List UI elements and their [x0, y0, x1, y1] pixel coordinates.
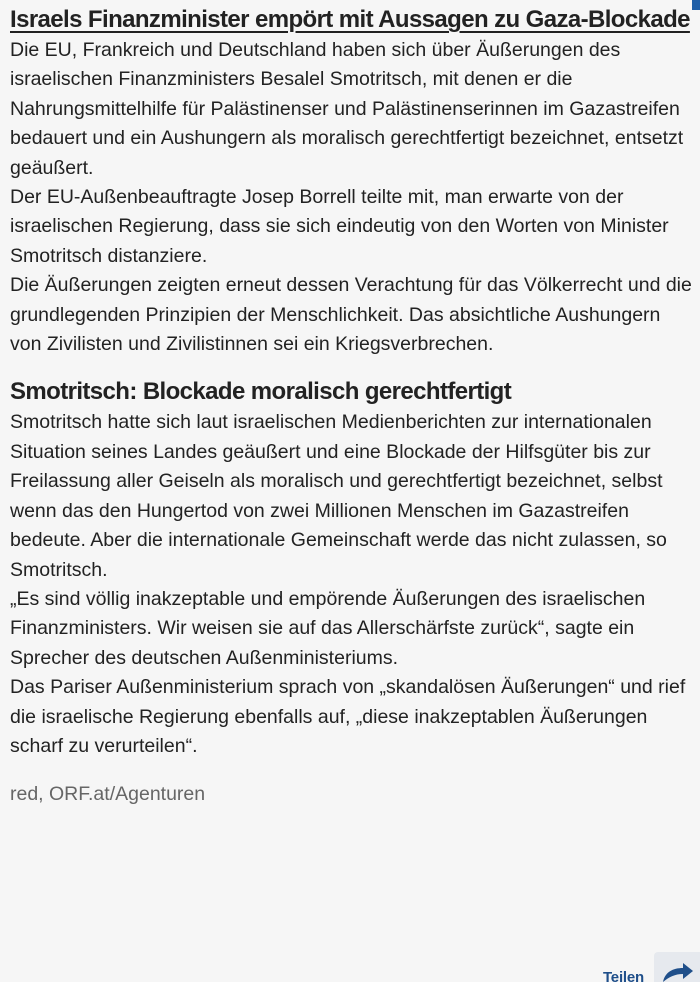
paragraph: Die EU, Frankreich und Deutschland haben sich über Äußerungen des israelischen Finanzministers Besalel Smotritsch, mit denen er die Nahrungsmittelhilfe für Palästinenser und Palästinenserinnen im Gazastreifen bedauert und ein Aushungern als moralisch gerechtfertigt bezeichnet, entsetzt geäußert. — [10, 39, 684, 179]
share-label: Teilen — [602, 969, 644, 982]
paragraph: Smotritsch hatte sich laut israelischen Medienberichten zur internationalen Situation seines Landes geäußert und eine Blockade der Hilfsgüter bis zur Freilassung aller Geiseln als moralisch und gerechtfertigt bezeichnet, selbst wenn das den Hungertod von zwei Millionen Menschen im Gazastreifen bedeute. Aber die internationale Gemeinschaft werde das nicht zulassen, so Smotritsch. — [10, 411, 667, 581]
paragraph: Die Äußerungen zeigten erneut dessen Verachtung für das Völkerrecht und die grundlegenden Prinzipien der Menschlichkeit. Das absichtliche Aushungern von Zivilisten und Zivilistinnen sei ein Kriegsverbrechen. — [10, 274, 692, 356]
share-button[interactable] — [603, 952, 700, 982]
share-arrow-icon — [654, 952, 700, 982]
article-subheading: Smotritsch: Blockade moralisch gerechtfertigt — [10, 378, 512, 406]
article-title: Israels Finanzminister empört mit Aussagen zu Gaza-Blockade — [10, 6, 690, 33]
article-source: red, ORF.at/Agenturen — [10, 783, 206, 806]
paragraph: Der EU-Außenbeauftragte Josep Borrell teilte mit, man erwarte von der israelischen Regierung, dass sie sich eindeutig von den Worten von Minister Smotritsch distanziere. — [10, 186, 669, 267]
corner-marker — [692, 0, 700, 10]
paragraph: „Es sind völlig inakzeptable und empörende Äußerungen des israelischen Finanzministers. Wir weisen sie auf das Allerschärfste zurück“, sagte ein Sprecher des deutschen Außenministeriums. — [10, 587, 646, 669]
article — [10, 0, 692, 810]
paragraph: Das Pariser Außenministerium sprach von „skandalösen Äußerungen“ und rief die israelische Regierung ebenfalls auf, „diese inakzeptablen Äußerungen scharf zu verurteilen“. — [10, 676, 686, 757]
